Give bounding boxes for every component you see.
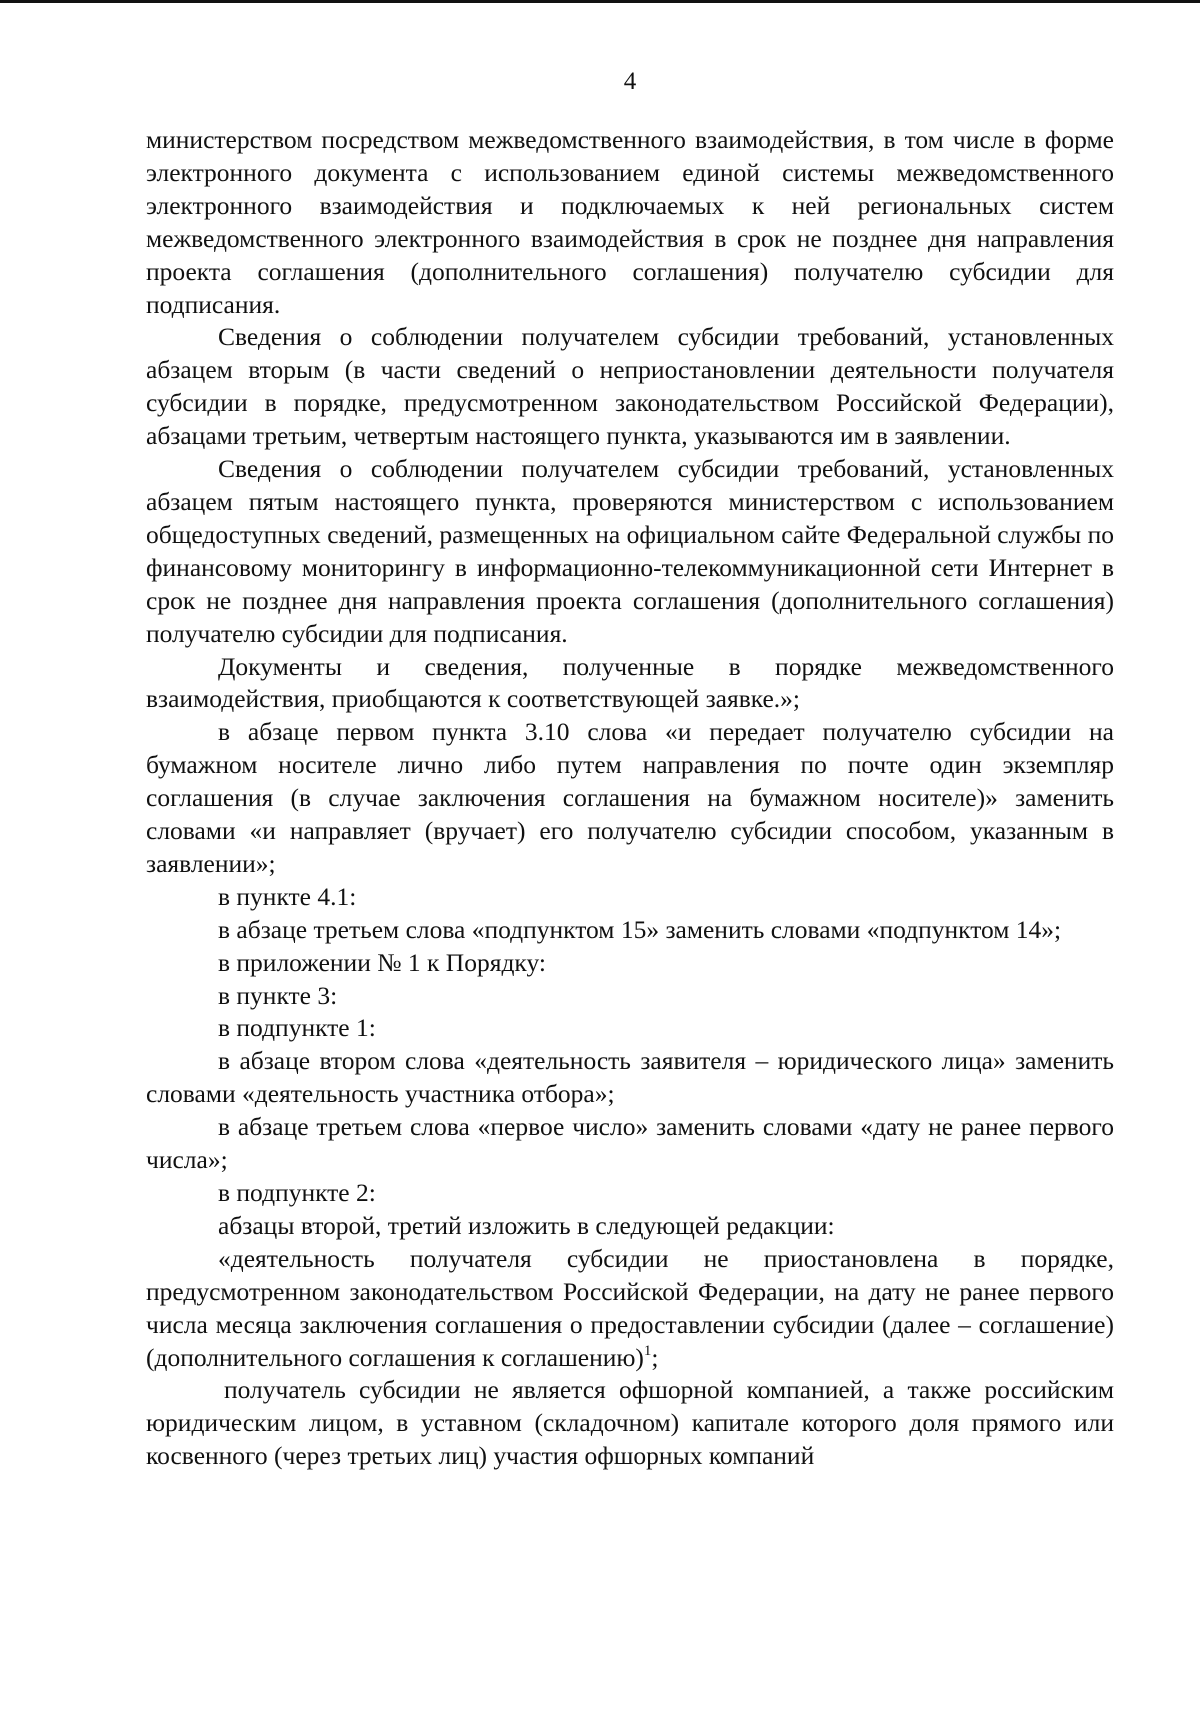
document-body <box>146 124 1114 1473</box>
paragraph: в пункте 4.1: <box>218 881 357 911</box>
paragraph: в пункте 3: <box>218 980 338 1010</box>
paragraph-with-footnote <box>146 1243 1114 1375</box>
paragraph: в абзаце третьем слова «подпунктом 15» заменить словами «подпунктом 14»; <box>218 914 1062 944</box>
paragraph: министерством посредством межведомственного взаимодействия, в том числе в форме электронного документа с использованием единой системы межведомственного электронного взаимодействия и подключаемых к ней региональных систем межведомственного электронного взаимодействия в срок не позднее дня направления проекта соглашения (дополнительного соглашения) получателю субсидии для подписания. <box>146 125 1114 319</box>
paragraph: абзацы второй, третий изложить в следующей редакции: <box>218 1210 835 1240</box>
paragraph: в приложении № 1 к Порядку: <box>218 947 546 977</box>
paragraph: получатель субсидии не является офшорной компанией, а также российским юридическим лицом, в уставном (складочном) капитале которого доля прямого или косвенного (через третьих лиц) участия офшорных компаний <box>146 1375 1114 1471</box>
scan-top-edge <box>0 0 1200 3</box>
paragraph: в абзаце втором слова «деятельность заявителя – юридического лица» заменить словами «деятельность участника отбора»; <box>146 1046 1114 1109</box>
page-number: 4 <box>623 68 637 95</box>
paragraph: в абзаце третьем слова «первое число» заменить словами «дату не ранее первого числа»; <box>146 1112 1114 1175</box>
footnote-marker: 1 <box>643 1342 652 1359</box>
paragraph-tail: ; <box>651 1342 659 1372</box>
paragraph: Сведения о соблюдении получателем субсидии требований, установленных абзацем пятым настоящего пункта, проверяются министерством с использованием общедоступных сведений, размещенных на официальном сайте Федеральной службы по финансовому мониторингу в информационно-телекоммуникационной сети Интернет в срок не позднее дня направления проекта соглашения (дополнительного соглашения) получателю субсидии для подписания. <box>146 454 1114 648</box>
paragraph: Сведения о соблюдении получателем субсидии требований, установленных абзацем вторым (в части сведений о неприостановлении деятельности получателя субсидии в порядке, предусмотренном законодательством Российской Федерации), абзацами третьим, четвертым настоящего пункта, указываются им в заявлении. <box>146 322 1114 451</box>
paragraph: в абзаце первом пункта 3.10 слова «и передает получателю субсидии на бумажном носителе лично либо путем направления по почте один экземпляр соглашения (в случае заключения соглашения на бумажном носителе)» заменить словами «и направляет (вручает) его получателю субсидии способом, указанным в заявлении»; <box>146 717 1114 878</box>
paragraph: в подпункте 1: <box>218 1013 376 1043</box>
paragraph: в подпункте 2: <box>218 1178 376 1207</box>
paragraph: Документы и сведения, полученные в порядке межведомственного взаимодействия, приобщаются к соответствующей заявке.»; <box>146 651 1114 714</box>
paragraph-text: «деятельность получателя субсидии не приостановлена в порядке, предусмотренном законодательством Российской Федерации, на дату не ранее первого числа месяца заключения соглашения о предоставлении субсидии (далее – соглашение) (дополнительного соглашения к соглашению) <box>146 1243 1114 1372</box>
